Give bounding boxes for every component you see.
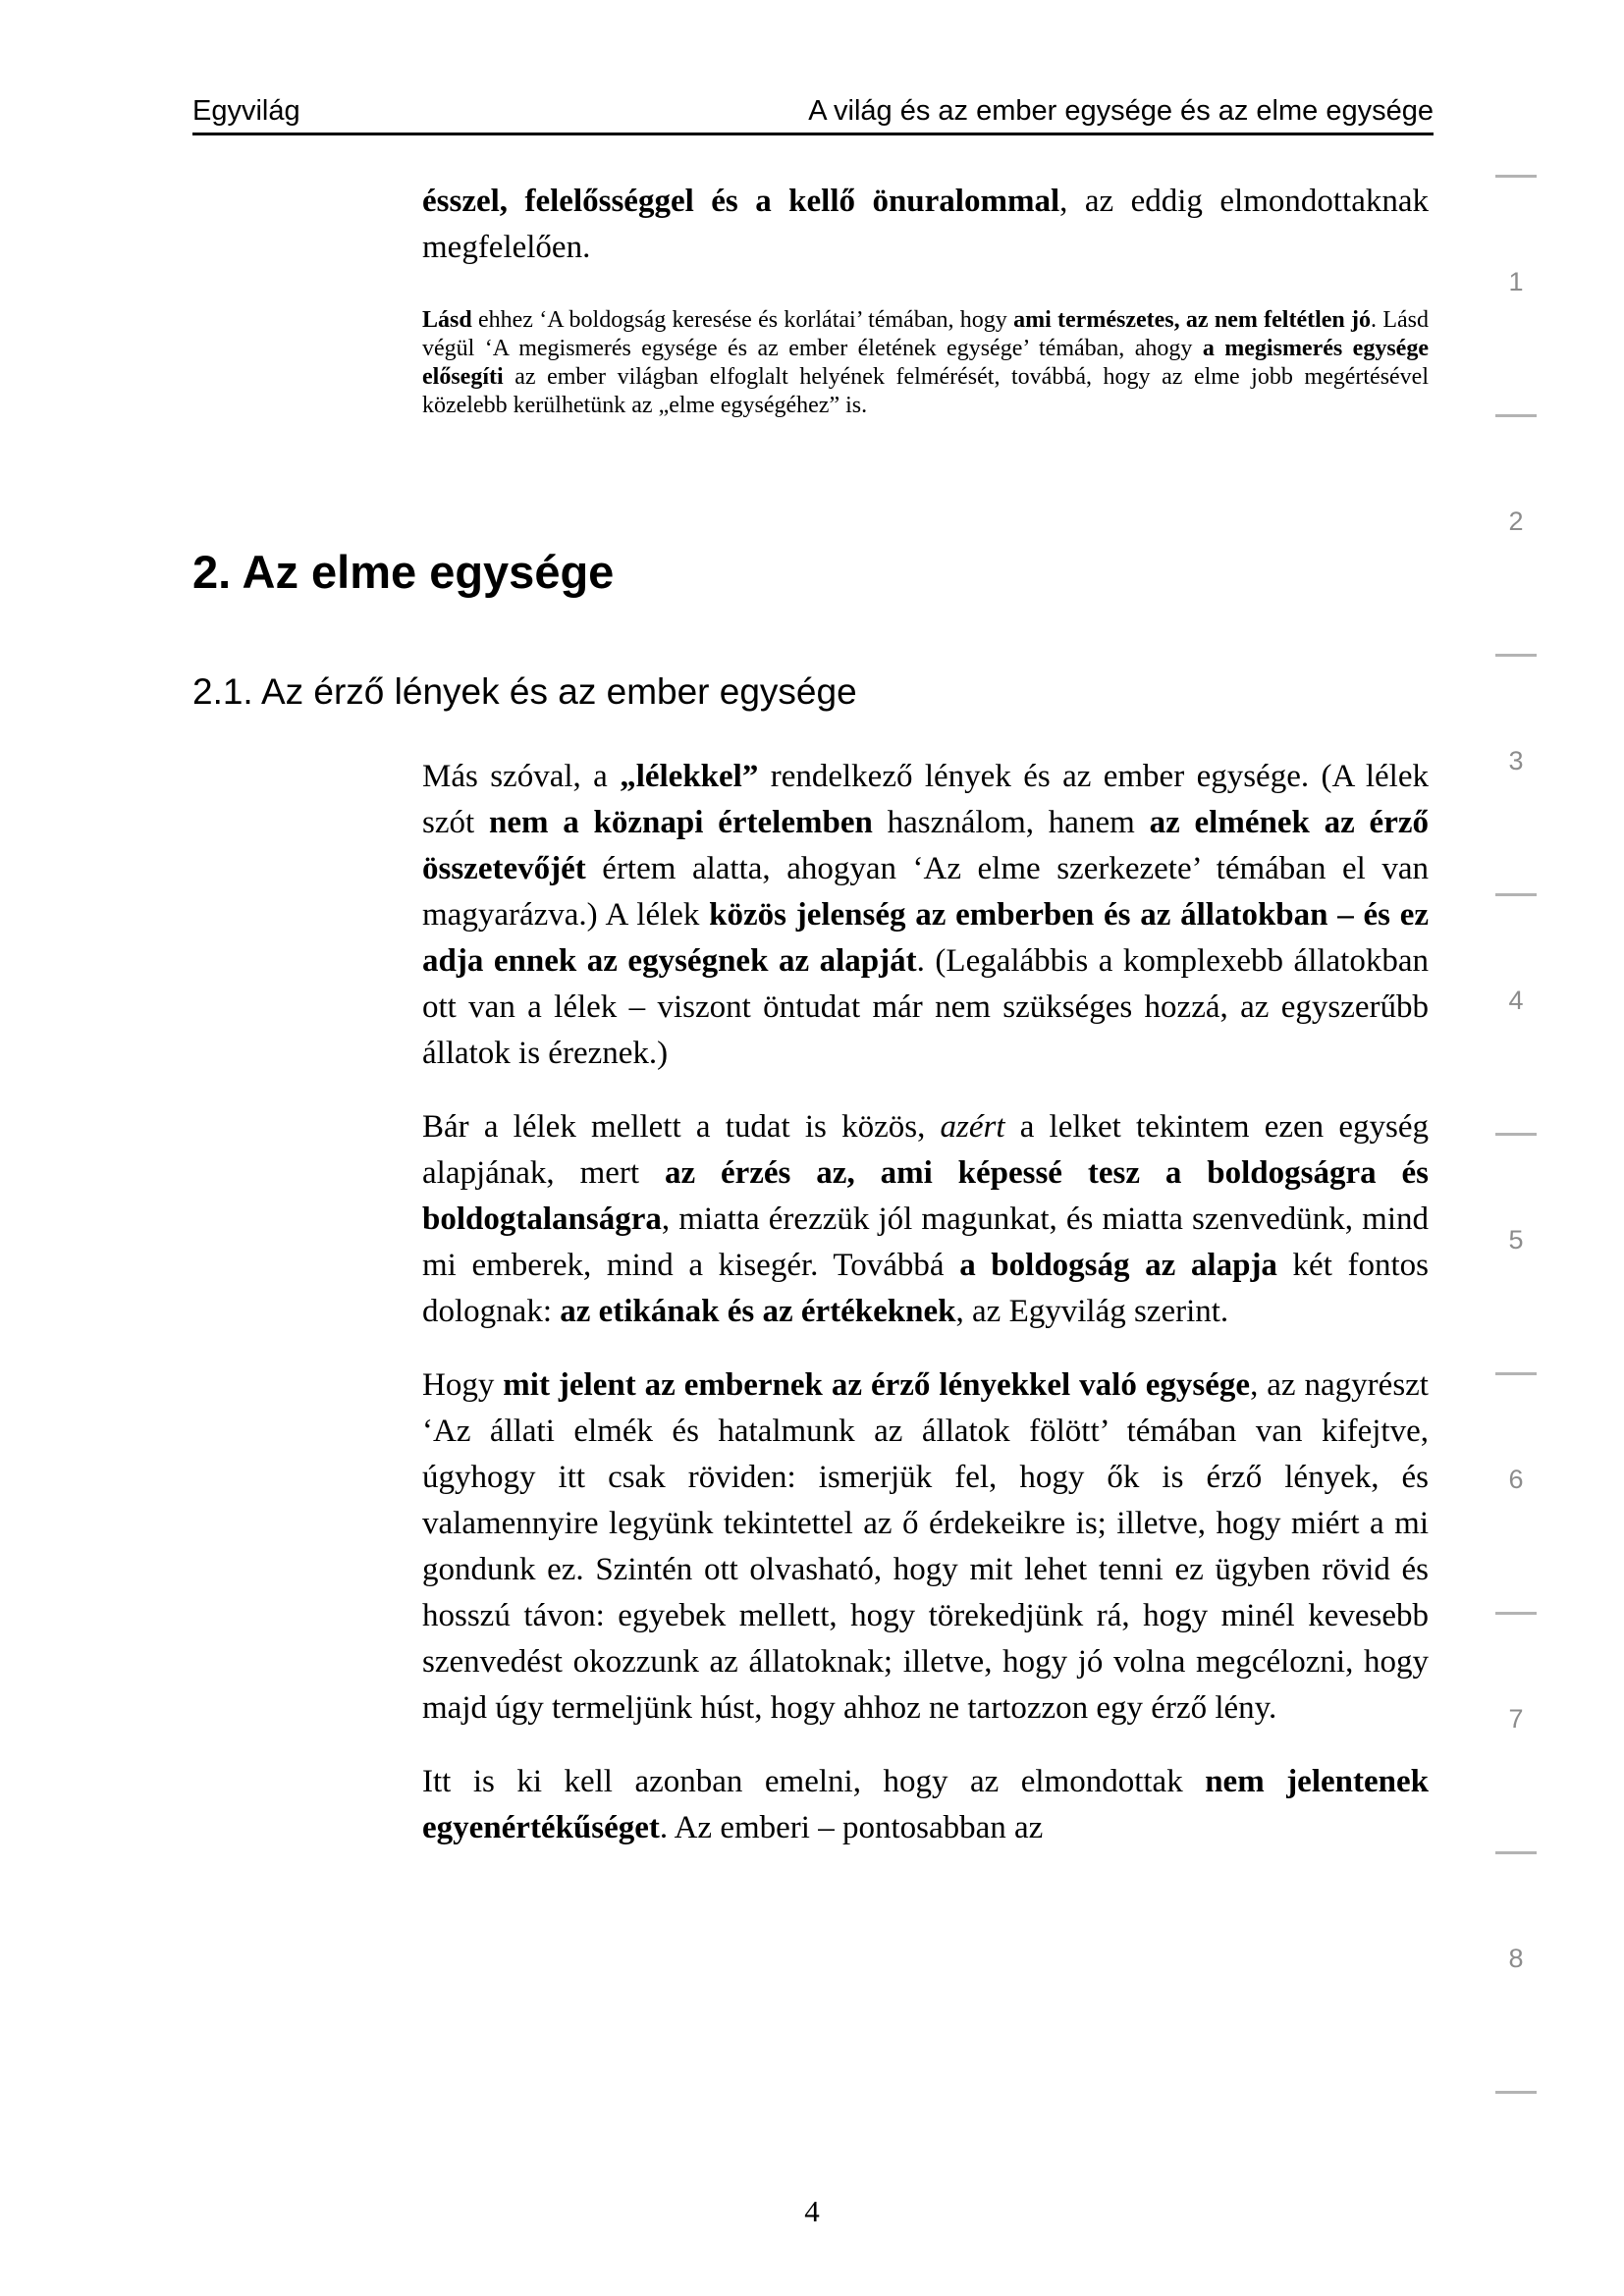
margin-line-number: 7 <box>1508 1704 1524 1734</box>
subsection-heading: 2.1. Az érző lények és az ember egysége <box>192 670 857 712</box>
header-doc-title: Egyvilág <box>192 95 300 127</box>
page-header <box>192 96 1434 135</box>
margin-line-number: 5 <box>1508 1225 1524 1255</box>
margin-line-number: 8 <box>1508 1944 1524 1973</box>
margin-line-number: 6 <box>1508 1465 1524 1494</box>
body-paragraph: Itt is ki kell azonban emelni, hogy az elmondottak nem jelentenek egyenértékűséget. Az emberi – pontosabban az <box>422 1764 1429 1846</box>
margin-dash <box>1495 893 1537 896</box>
page-number: 4 <box>804 2194 820 2228</box>
page-content <box>0 179 1624 1852</box>
body-paragraph: Bár a lélek mellett a tudat is közös, azért a lelket tekintem ezen egység alapjának, mert az érzés az, ami képessé tesz a boldogságra és boldogtalanságra, miatta érezzük jól magunkat, és miatta szenvedünk, mind mi emberek, mind a kisegér. Továbbá a boldogság az alapja két fontos dolognak: az etikának és az értékeknek, az Egyvilág szerint. <box>422 1109 1429 1330</box>
margin-line-number: 2 <box>1508 507 1524 536</box>
intro-paragraph: ésszel, felelősséggel és a kellő önuralommal, az eddig elmondottaknak megfelelően. <box>422 183 1429 265</box>
margin-dash <box>1495 1133 1537 1136</box>
margin-dash <box>1495 654 1537 657</box>
body-paragraphs <box>0 754 1624 1851</box>
body-paragraph: Hogy mit jelent az embernek az érző lényekkel való egysége, az nagyrészt ‘Az állati elmék és hatalmunk az állatok fölött’ témában van kifejtve, úgyhogy itt csak röviden: ismerjük fel, hogy ők is érző lények, és valamennyire legyünk tekintettel az ő érdekeikre is; illetve, hogy miért a mi gondunk ez. Szintén ott olvasható, hogy mit lehet tenni ez ügyben rövid és hosszú távon: egyebek mellett, hogy törekedjünk rá, hogy minél kevesebb szenvedést okozzunk az állatoknak; illetve, hogy jó volna megcélozni, hogy majd úgy termeljünk húst, hogy ahhoz ne tartozzon egy érző lény. <box>422 1367 1429 1727</box>
margin-dash <box>1495 1851 1537 1854</box>
margin-line-number: 1 <box>1508 267 1524 296</box>
margin-dash <box>1495 1612 1537 1615</box>
header-chapter-title: A világ és az ember egysége és az elme egysége <box>808 95 1434 127</box>
section-heading: 2. Az elme egysége <box>192 545 615 598</box>
margin-dash <box>1495 175 1537 178</box>
margin-dash <box>1495 2091 1537 2094</box>
body-paragraph: Más szóval, a „lélekkel” rendelkező lények és az ember egysége. (A lélek szót nem a köznapi értelemben használom, hanem az elmének az érző összetevőjét értem alatta, ahogyan ‘Az elme szerkezete’ témában el van magyarázva.) A lélek közös jelenség az emberben és az állatokban – és ez adja ennek az egységnek az alapját. (Legalábbis a komplexebb állatokban ott van a lélek – viszont öntudat már nem szükséges hozzá, az egyszerűbb állatok is éreznek.) <box>422 759 1429 1072</box>
note-paragraph: Lásd ehhez ‘A boldogság keresése és korlátai’ témában, hogy ami természetes, az nem feltétlen jó. Lásd végül ‘A megismerés egysége és az ember életének egysége’ témában, ahogy a megismerés egysége elősegíti az ember világban elfoglalt helyének felmérését, továbbá, hogy az elme jobb megértésével közelebb kerülhetünk az „elme egységéhez” is. <box>422 306 1429 418</box>
margin-line-number: 4 <box>1508 986 1524 1015</box>
margin-dash <box>1495 414 1537 417</box>
margin-line-number: 3 <box>1508 746 1524 775</box>
margin-dash <box>1495 1372 1537 1375</box>
